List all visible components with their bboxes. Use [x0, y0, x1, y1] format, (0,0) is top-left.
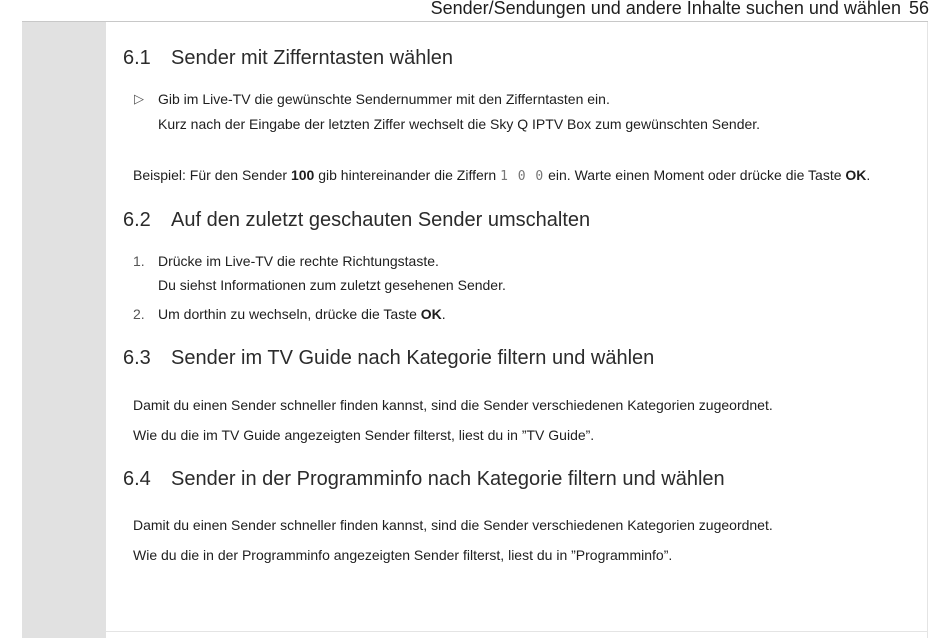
section-title: Sender in der Programminfo nach Kategorie filtern und wählen — [171, 468, 725, 490]
paragraph: Wie du die im TV Guide angezeigten Sender filterst, liest du in ”TV Guide”. — [133, 427, 595, 443]
example-mid: gib hintereinander die Ziffern — [314, 167, 501, 183]
section-heading-6-3 — [123, 347, 654, 370]
step-number: 2. — [133, 306, 145, 322]
section-number: 6.3 — [123, 347, 151, 369]
section-heading-6-2 — [123, 209, 590, 232]
example-paragraph — [133, 167, 870, 184]
paragraph: Damit du einen Sender schneller finden kannst, sind die Sender verschiedenen Kategorien zugeordnet. — [133, 517, 773, 533]
page-frame-bottom — [106, 631, 928, 632]
example-key: OK — [845, 167, 867, 183]
example-end: . — [866, 167, 871, 183]
example-prefix: Beispiel: Für den Sender — [133, 167, 291, 183]
section-title: Auf den zuletzt geschauten Sender umschalten — [171, 209, 591, 231]
header-title: Sender/Sendungen und andere Inhalte suchen und wählen — [430, 0, 901, 18]
page-number: 56 — [908, 0, 929, 18]
section-title: Sender mit Zifferntasten wählen — [171, 47, 454, 69]
left-margin-bar — [22, 22, 106, 638]
example-digits: 1 0 0 — [500, 169, 545, 184]
step-number: 1. — [133, 253, 145, 269]
section-number: 6.1 — [123, 47, 151, 69]
header-rule — [22, 21, 928, 22]
paragraph: Damit du einen Sender schneller finden kannst, sind die Sender verschiedenen Kategorien zugeordnet. — [133, 397, 773, 413]
step-triangle-icon: ▷ — [134, 91, 144, 106]
step-line: Drücke im Live-TV die rechte Richtungstaste. — [158, 253, 439, 269]
section-heading-6-1 — [123, 47, 453, 70]
page-frame-right — [927, 22, 928, 638]
step-key: OK — [420, 306, 442, 322]
section-title: Sender im TV Guide nach Kategorie filtern und wählen — [171, 347, 655, 369]
example-channel: 100 — [290, 167, 315, 183]
running-header — [431, 0, 929, 20]
section-number: 6.4 — [123, 468, 151, 490]
step-line — [158, 306, 446, 322]
step-line: Gib im Live-TV die gewünschte Sendernummer mit den Zifferntasten ein. — [158, 91, 610, 107]
step-text: Um dorthin zu wechseln, drücke die Taste — [158, 306, 421, 322]
step-end: . — [441, 306, 446, 322]
section-heading-6-4 — [123, 468, 725, 491]
paragraph: Wie du die in der Programminfo angezeigten Sender filterst, liest du in ”Programminfo”. — [133, 547, 673, 563]
example-mid2: ein. Warte einen Moment oder drücke die Taste — [544, 167, 846, 183]
section-number: 6.2 — [123, 209, 151, 231]
step-line: Kurz nach der Eingabe der letzten Ziffer wechselt die Sky Q IPTV Box zum gewünschten Sender. — [158, 116, 761, 132]
step-line: Du siehst Informationen zum zuletzt gesehenen Sender. — [158, 277, 506, 293]
